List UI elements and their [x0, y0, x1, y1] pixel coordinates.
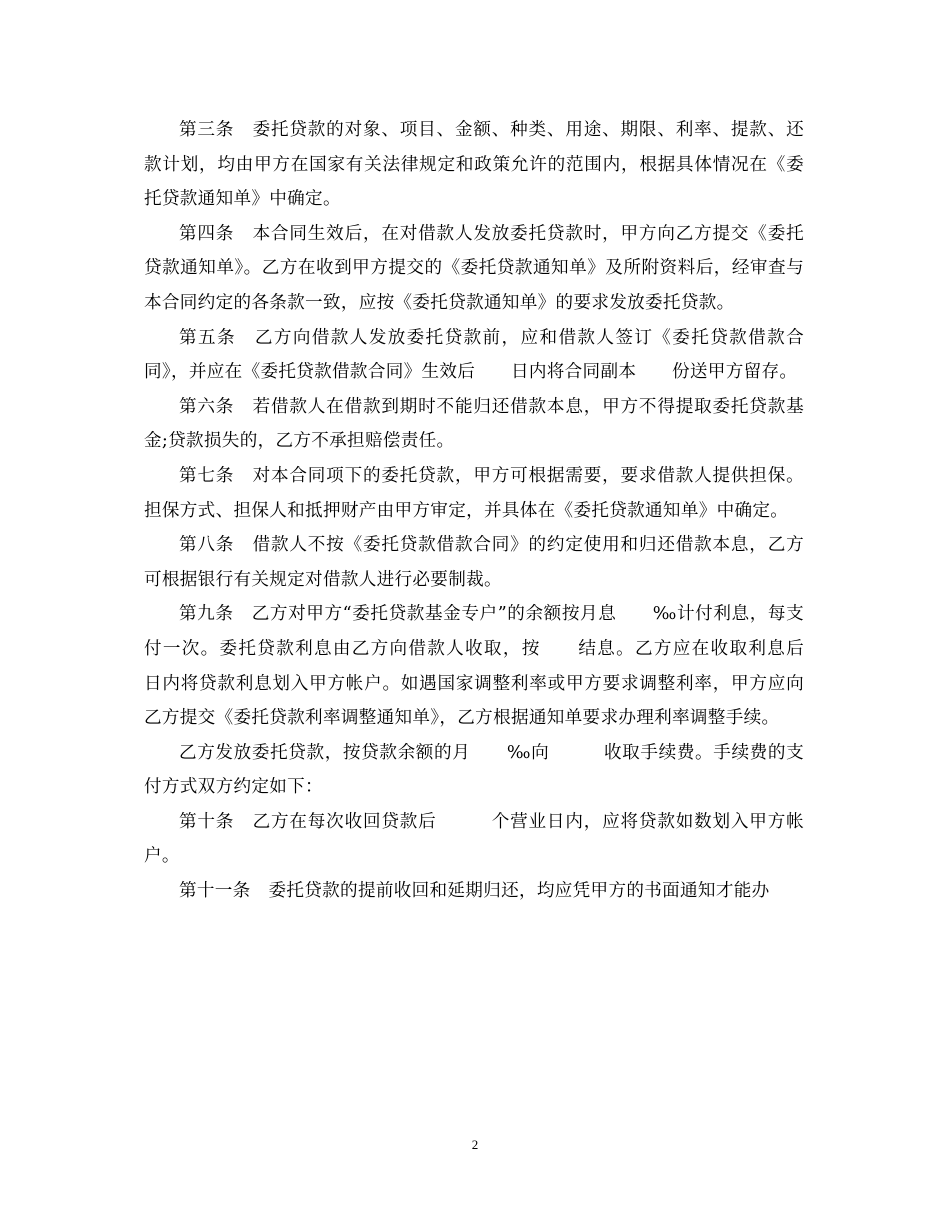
- paragraph-article-3: 第三条 委托贷款的对象、项目、金额、种类、用途、期限、利率、提款、还款计划，均由甲方在国家有关法律规定和政策允许的范围内，根据具体情况在《委托贷款通知单》中确定。: [144, 120, 804, 210]
- paragraph-article-11: 第十一条 委托贷款的提前收回和延期归还，均应凭甲方的书面通知才能办: [179, 881, 770, 902]
- paragraph-handling-fee: 乙方发放委托贷款，按贷款余额的月 ‰向 收取手续费。手续费的支付方式双方约定如下：: [144, 742, 804, 798]
- paragraph-article-5: 第五条 乙方向借款人发放委托贷款前，应和借款人签订《委托贷款借款合同》，并应在《委托贷款借款合同》生效后 日内将合同副本 份送甲方留存。: [144, 327, 804, 383]
- page-number: 2: [471, 1137, 479, 1152]
- paragraph-article-4: 第四条 本合同生效后，在对借款人发放委托贷款时，甲方向乙方提交《委托贷款通知单》。乙方在收到甲方提交的《委托贷款通知单》及所附资料后，经审查与本合同约定的各条款一致，应按《委托贷款通知单》的要求发放委托贷款。: [144, 223, 804, 313]
- paragraph-article-6: 第六条 若借款人在借款到期时不能归还借款本息，甲方不得提取委托贷款基金;贷款损失的，乙方不承担赔偿责任。: [144, 396, 804, 452]
- document-body: [144, 113, 840, 909]
- paragraph-article-9: 第九条 乙方对甲方“委托贷款基金专户”的余额按月息 ‰计付利息，每支付一次。委托贷款利息由乙方向借款人收取，按 结息。乙方应在收取利息后 日内将贷款利息划入甲方帐户。如遇国家调整利率或甲方要求调整利率，甲方应向乙方提交《委托贷款利率调整通知单》，乙方根据通知单要求办理利率调整手续。: [144, 604, 840, 729]
- paragraph-article-10: 第十条 乙方在每次收回贷款后 个营业日内，应将贷款如数划入甲方帐户。: [144, 811, 804, 867]
- paragraph-article-7: 第七条 对本合同项下的委托贷款，甲方可根据需要，要求借款人提供担保。担保方式、担保人和抵押财产由甲方审定，并具体在《委托贷款通知单》中确定。: [144, 465, 804, 521]
- paragraph-article-8: 第八条 借款人不按《委托贷款借款合同》的约定使用和归还借款本息，乙方可根据银行有关规定对借款人进行必要制裁。: [144, 535, 804, 590]
